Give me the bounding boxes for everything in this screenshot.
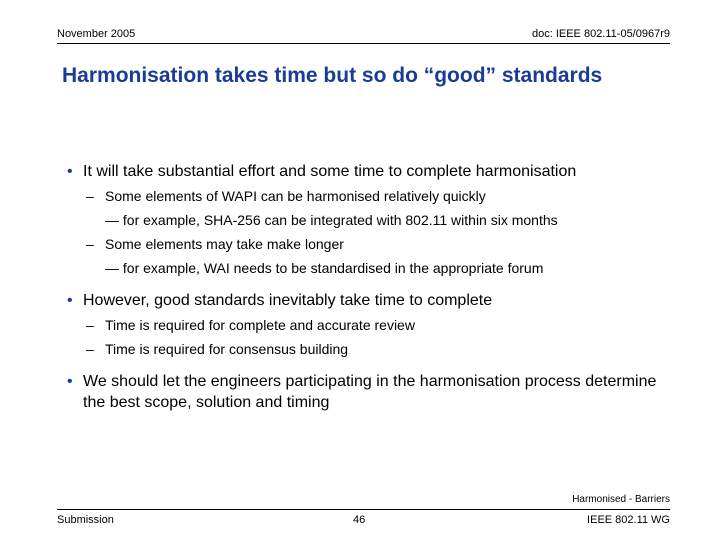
header-divider — [57, 43, 670, 44]
footer-submission: Submission — [57, 514, 114, 526]
footer-group: IEEE 802.11 WG — [587, 514, 670, 526]
sub-bullet-1-1-text: Some elements of WAPI can be harmonised relatively quickly — [105, 188, 486, 204]
bullet-2-text: However, good standards inevitably take time to complete — [83, 292, 493, 309]
dash-icon: – — [86, 236, 94, 252]
dash-icon: – — [86, 188, 94, 204]
sub-bullet-1-2 — [67, 235, 677, 254]
dash-icon: – — [86, 317, 94, 333]
bullet-1-text: It will take substantial effort and some time to complete harmonisation — [83, 163, 577, 180]
footer-divider — [57, 509, 670, 510]
sub-bullet-1-1 — [67, 187, 677, 206]
sub-bullet-2-1 — [67, 316, 677, 335]
bullet-1 — [67, 161, 677, 182]
sub-bullet-1-2-text: Some elements may take make longer — [105, 236, 344, 252]
bullet-2 — [67, 290, 677, 311]
bullet-3-text: We should let the engineers participating in the harmonisation process determine the best scope, solution and timing — [83, 373, 657, 411]
dash-icon: – — [86, 341, 94, 357]
sub-bullet-2-1-text: Time is required for complete and accurate review — [105, 317, 415, 333]
bullet-3 — [67, 371, 677, 413]
slide-body — [67, 161, 677, 413]
sub-bullet-2-2-text: Time is required for consensus building — [105, 341, 349, 357]
bullet-dot-icon: • — [67, 292, 73, 309]
header-doc-number: doc: IEEE 802.11-05/0967r9 — [531, 28, 670, 40]
sub-bullet-1-1-detail: — for example, SHA-256 can be integrated with 802.11 within six months — [105, 212, 558, 228]
slide-title: Harmonisation takes time but so do “good” standards — [62, 64, 603, 87]
bullet-dot-icon: • — [67, 373, 73, 390]
header-date: November 2005 — [57, 28, 136, 40]
bullet-dot-icon: • — [67, 163, 73, 180]
footer-section-note: Harmonised - Barriers — [572, 494, 670, 505]
page-number: 46 — [353, 514, 366, 526]
sub-bullet-1-2-detail: — for example, WAI needs to be standardised in the appropriate forum — [105, 260, 544, 276]
sub-bullet-2-2 — [67, 340, 677, 359]
